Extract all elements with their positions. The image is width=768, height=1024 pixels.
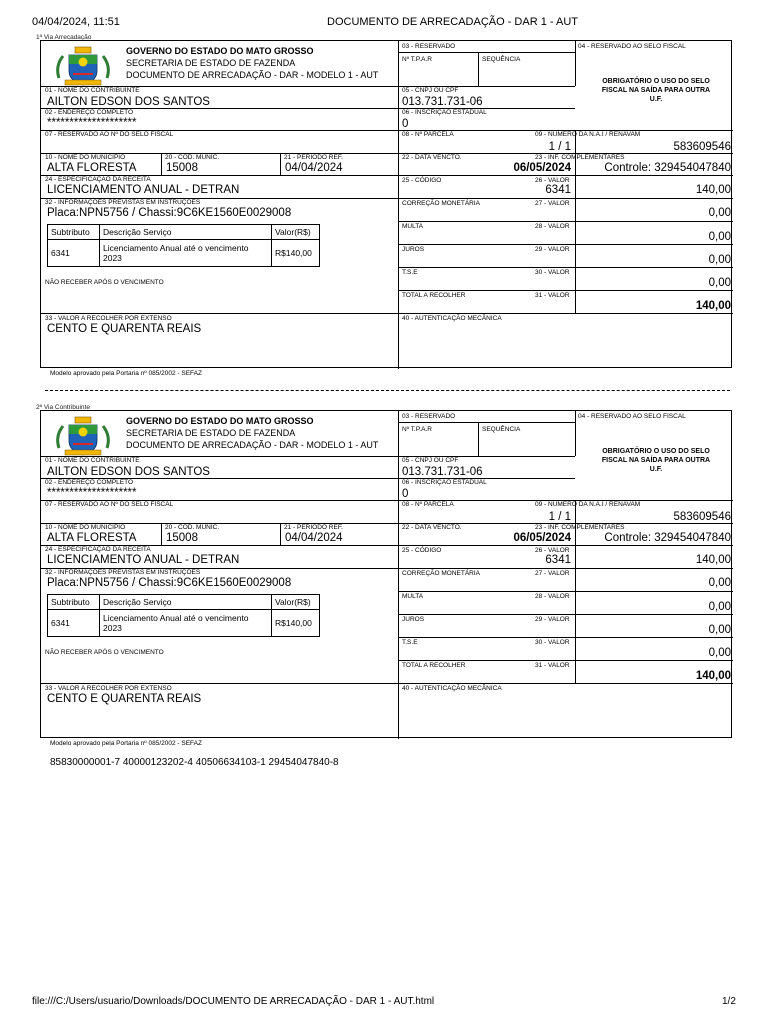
valor-29: 0,00: [708, 624, 731, 636]
label-25: 25 - CÓDIGO: [402, 177, 442, 184]
contribuinte-nome: AILTON EDSON DOS SANTOS: [47, 466, 210, 478]
logo: [53, 44, 113, 88]
placa-chassi-value: Placa:NPN5756 / Chassi:9C6KE1560E0029008: [47, 207, 292, 219]
grid-line: [398, 221, 733, 222]
endereco-value: ********************: [47, 487, 137, 499]
grid-line: [398, 637, 733, 638]
label-04: 04 - RESERVADO AO SELO FISCAL: [578, 413, 686, 420]
label-02: 02 - ENDEREÇO COMPLETO: [45, 479, 134, 486]
valor-27: 0,00: [708, 207, 731, 219]
label-33: 33 - VALOR A RECOLHER POR EXTENSO: [45, 685, 172, 692]
municipio-value: ALTA FLORESTA: [47, 162, 137, 174]
table-header: Valor(R$): [272, 225, 320, 240]
renavam-value: 583609546: [673, 141, 731, 153]
label-25: 25 - CÓDIGO: [402, 547, 442, 554]
parcela-value: 1 / 1: [548, 511, 571, 523]
label-tse: T.S.E: [402, 639, 418, 646]
contribuinte-nome: AILTON EDSON DOS SANTOS: [47, 96, 210, 108]
table-cell: R$140,00: [272, 610, 320, 637]
cpf-value: 013.731.731-06: [402, 466, 483, 478]
selo-fiscal-notice: OBRIGATÓRIO O USO DO SELO FISCAL NA SAÍDA PARA OUTRA U.F.: [601, 78, 711, 103]
codigo-value: 6341: [545, 184, 571, 196]
grid-line: [478, 422, 479, 456]
label-33: 33 - VALOR A RECOLHER POR EXTENSO: [45, 315, 172, 322]
label-05: 05 - CNPJ OU CPF: [402, 457, 459, 464]
table-cell: 6341: [48, 240, 100, 267]
logo: [53, 414, 113, 458]
label-26: 26 - VALOR: [535, 177, 570, 184]
label-23: 23 - INF. COMPLEMENTARES: [535, 154, 625, 161]
label-07: 07 - RESERVADO AO Nº DO SELO FISCAL: [45, 131, 174, 138]
table-header: Descrição Serviço: [100, 225, 272, 240]
table-cell: Licenciamento Anual até o vencimento 2023: [100, 240, 272, 267]
table-row: [48, 240, 320, 267]
label-sequencia: SEQUÊNCIA: [482, 426, 521, 433]
table-header: Descrição Serviço: [100, 595, 272, 610]
valor-30: 0,00: [708, 647, 731, 659]
barcode-line: 85830000001-7 40000123202-4 40506634103-1 29454047840-8: [50, 757, 339, 768]
grid-line: [398, 591, 733, 592]
label-40: 40 - AUTENTICAÇÃO MECÂNICA: [402, 685, 502, 692]
grid-line: [398, 290, 733, 291]
grid-line: [161, 153, 162, 175]
label-multa: MULTA: [402, 593, 424, 600]
label-01: 01 - NOME DO CONTRIBUINTE: [45, 87, 140, 94]
parcela-value: 1 / 1: [548, 141, 571, 153]
grid-line: [41, 683, 733, 684]
table-row: [48, 610, 320, 637]
table-header: Valor(R$): [272, 595, 320, 610]
label-07: 07 - RESERVADO AO Nº DO SELO FISCAL: [45, 501, 174, 508]
label-21: 21 - PERIODO REF.: [284, 524, 343, 531]
valor-28: 0,00: [708, 601, 731, 613]
grid-line: [398, 568, 733, 569]
label-20: 20 - COD. MUNIC.: [165, 524, 220, 531]
label-juros: JUROS: [402, 246, 425, 253]
label-10: 10 - NOME DO MUNICIPIO: [45, 524, 126, 531]
dar-form-via2: [40, 410, 732, 738]
via-label: 2ª Via Contribuinte: [36, 404, 90, 411]
table-header: Subtributo: [48, 225, 100, 240]
renavam-value: 583609546: [673, 511, 731, 523]
grid-line: [161, 523, 162, 545]
grid-line: [398, 267, 733, 268]
grid-line: [398, 422, 575, 423]
inscricao-value: 0: [402, 488, 409, 500]
grid-line: [398, 614, 733, 615]
label-20: 20 - COD. MUNIC.: [165, 154, 220, 161]
valor-extenso: CENTO E QUARENTA REAIS: [47, 693, 202, 705]
periodo-value: 04/04/2024: [285, 162, 343, 174]
label-juros: JUROS: [402, 616, 425, 623]
grid-line: [398, 52, 575, 53]
grid-line: [398, 411, 399, 739]
especificacao-value: LICENCIAMENTO ANUAL - DETRAN: [47, 554, 240, 566]
table-cell: 6341: [48, 610, 100, 637]
placa-chassi-value: Placa:NPN5756 / Chassi:9C6KE1560E0029008: [47, 577, 292, 589]
grid-line: [398, 41, 399, 369]
mato-grosso-coat-of-arms-icon: [53, 414, 113, 458]
selo-fiscal-notice: OBRIGATÓRIO O USO DO SELO FISCAL NA SAÍDA PARA OUTRA U.F.: [601, 448, 711, 473]
valor-28: 0,00: [708, 231, 731, 243]
table-cell: R$140,00: [272, 240, 320, 267]
table-header: Subtributo: [48, 595, 100, 610]
grid-line: [575, 411, 576, 456]
label-sequencia: SEQUÊNCIA: [482, 56, 521, 63]
label-09: 09 - NUMERO DA N.A.I / RENAVAM: [535, 501, 641, 508]
label-31: 31 - VALOR: [535, 292, 570, 299]
label-08: 08 - Nº PARCELA: [402, 131, 454, 138]
municipio-value: ALTA FLORESTA: [47, 532, 137, 544]
label-31: 31 - VALOR: [535, 662, 570, 669]
nao-receber-notice: NÃO RECEBER APÓS O VENCIMENTO: [45, 649, 164, 656]
label-04: 04 - RESERVADO AO SELO FISCAL: [578, 43, 686, 50]
label-06: 06 - INSCRIÇÃO ESTADUAL: [402, 109, 487, 116]
valor-27: 0,00: [708, 577, 731, 589]
label-32: 32 - INFORMAÇÕES PREVISTAS EM INSTRUÇÕES: [45, 569, 201, 576]
label-28: 28 - VALOR: [535, 223, 570, 230]
label-total: TOTAL A RECOLHER: [402, 662, 466, 669]
cut-line: [45, 390, 730, 391]
label-02: 02 - ENDEREÇO COMPLETO: [45, 109, 134, 116]
gov-line2: SECRETARIA DE ESTADO DE FAZENDA: [126, 58, 296, 68]
label-24: 24 - ESPECIFICAÇÃO DA RECEITA: [45, 176, 151, 183]
label-tse: T.S.E: [402, 269, 418, 276]
cod-munic-value: 15008: [166, 532, 198, 544]
mato-grosso-coat-of-arms-icon: [53, 44, 113, 88]
label-32: 32 - INFORMAÇÕES PREVISTAS EM INSTRUÇÕES: [45, 199, 201, 206]
file-path: file:///C:/Users/usuario/Downloads/DOCUMENTO DE ARRECADAÇÃO - DAR 1 - AUT.html: [32, 996, 435, 1007]
especificacao-value: LICENCIAMENTO ANUAL - DETRAN: [47, 184, 240, 196]
label-27: 27 - VALOR: [535, 200, 570, 207]
grid-line: [41, 313, 733, 314]
label-23: 23 - INF. COMPLEMENTARES: [535, 524, 625, 531]
codigo-value: 6341: [545, 554, 571, 566]
controle-value: Controle: 329454047840: [604, 532, 731, 544]
print-datetime: 04/04/2024, 11:51: [32, 16, 120, 28]
valor-31-total: 140,00: [695, 670, 731, 682]
gov-line1: GOVERNO DO ESTADO DO MATO GROSSO: [126, 46, 314, 56]
valor-31-total: 140,00: [695, 300, 731, 312]
gov-line1: GOVERNO DO ESTADO DO MATO GROSSO: [126, 416, 314, 426]
print-title: DOCUMENTO DE ARRECADAÇÃO - DAR 1 - AUT: [327, 16, 578, 28]
table-header-row: [48, 595, 320, 610]
vencimento-value: 06/05/2024: [513, 532, 571, 544]
label-correcao: CORREÇÃO MONETÁRIA: [402, 200, 481, 207]
valor-29: 0,00: [708, 254, 731, 266]
label-29: 29 - VALOR: [535, 616, 570, 623]
label-30: 30 - VALOR: [535, 639, 570, 646]
label-multa: MULTA: [402, 223, 424, 230]
subtributo-table: [47, 224, 320, 267]
label-21: 21 - PERIODO REF.: [284, 154, 343, 161]
gov-line2: SECRETARIA DE ESTADO DE FAZENDA: [126, 428, 296, 438]
dar-form-via1: [40, 40, 732, 368]
label-tpar: Nº T.P.A.R: [402, 426, 432, 433]
valor-extenso: CENTO E QUARENTA REAIS: [47, 323, 202, 335]
valor-30: 0,00: [708, 277, 731, 289]
label-22: 22 - DATA VENCTO.: [402, 154, 462, 161]
subtributo-table: [47, 594, 320, 637]
grid-line: [398, 660, 733, 661]
label-30: 30 - VALOR: [535, 269, 570, 276]
label-01: 01 - NOME DO CONTRIBUINTE: [45, 457, 140, 464]
label-03: 03 - RESERVADO: [402, 43, 456, 50]
label-08: 08 - Nº PARCELA: [402, 501, 454, 508]
grid-line: [575, 41, 576, 86]
table-cell: Licenciamento Anual até o vencimento 2023: [100, 610, 272, 637]
table-header-row: [48, 225, 320, 240]
label-correcao: CORREÇÃO MONETÁRIA: [402, 570, 481, 577]
label-27: 27 - VALOR: [535, 570, 570, 577]
cod-munic-value: 15008: [166, 162, 198, 174]
periodo-value: 04/04/2024: [285, 532, 343, 544]
valor-26: 140,00: [695, 554, 731, 566]
valor-26: 140,00: [695, 184, 731, 196]
label-total: TOTAL A RECOLHER: [402, 292, 466, 299]
label-29: 29 - VALOR: [535, 246, 570, 253]
cpf-value: 013.731.731-06: [402, 96, 483, 108]
via-label: 1ª Via Arrecadação: [36, 34, 92, 41]
label-09: 09 - NUMERO DA N.A.I / RENAVAM: [535, 131, 641, 138]
label-28: 28 - VALOR: [535, 593, 570, 600]
label-10: 10 - NOME DO MUNICIPIO: [45, 154, 126, 161]
modelo-note: Modelo aprovado pela Portaria nº 085/2002 - SEFAZ: [50, 740, 202, 747]
grid-line: [280, 523, 281, 545]
grid-line: [478, 52, 479, 86]
label-05: 05 - CNPJ OU CPF: [402, 87, 459, 94]
controle-value: Controle: 329454047840: [604, 162, 731, 174]
label-tpar: Nº T.P.A.R: [402, 56, 432, 63]
nao-receber-notice: NÃO RECEBER APÓS O VENCIMENTO: [45, 279, 164, 286]
endereco-value: ********************: [47, 117, 137, 129]
grid-line: [398, 244, 733, 245]
gov-line3: DOCUMENTO DE ARRECADAÇÃO - DAR - MODELO 1 - AUT: [126, 440, 379, 450]
vencimento-value: 06/05/2024: [513, 162, 571, 174]
page-number: 1/2: [722, 996, 736, 1007]
label-40: 40 - AUTENTICAÇÃO MECÂNICA: [402, 315, 502, 322]
grid-line: [398, 198, 733, 199]
label-03: 03 - RESERVADO: [402, 413, 456, 420]
label-26: 26 - VALOR: [535, 547, 570, 554]
modelo-note: Modelo aprovado pela Portaria nº 085/2002 - SEFAZ: [50, 370, 202, 377]
gov-line3: DOCUMENTO DE ARRECADAÇÃO - DAR - MODELO 1 - AUT: [126, 70, 379, 80]
label-24: 24 - ESPECIFICAÇÃO DA RECEITA: [45, 546, 151, 553]
label-22: 22 - DATA VENCTO.: [402, 524, 462, 531]
grid-line: [280, 153, 281, 175]
label-06: 06 - INSCRIÇÃO ESTADUAL: [402, 479, 487, 486]
inscricao-value: 0: [402, 118, 409, 130]
